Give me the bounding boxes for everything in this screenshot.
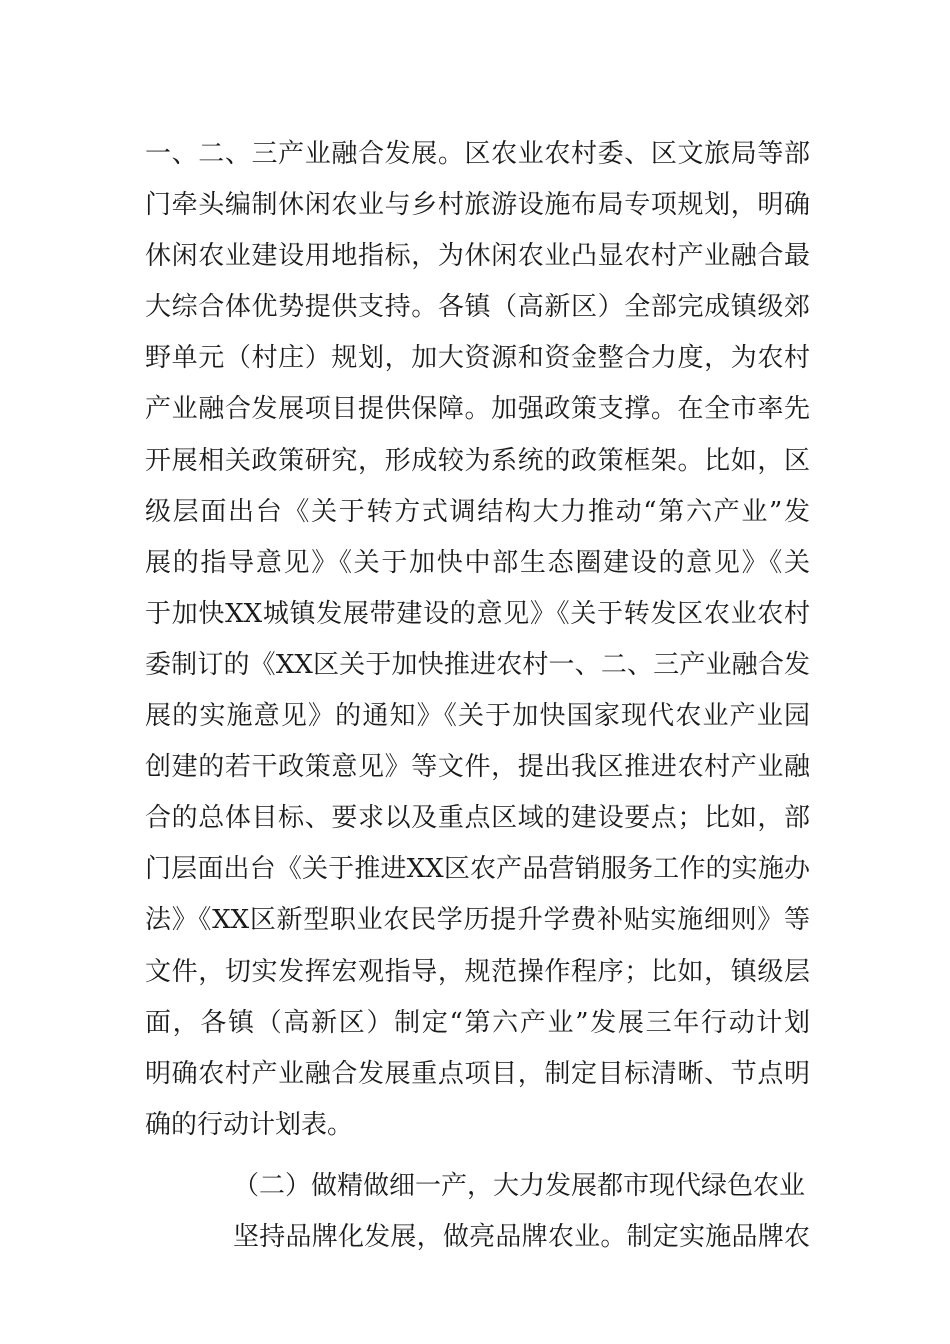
text-line: 合的总体目标、要求以及重点区域的建设要点；比如，部 (145, 803, 810, 834)
text-line: 于加快XX城镇发展带建设的意见》《关于转发区农业农村 (145, 598, 810, 629)
text-line: 门牵头编制休闲农业与乡村旅游设施布局专项规划，明确 (145, 190, 810, 221)
text-line: 文件，切实发挥宏观指导，规范操作程序；比如，镇级层 (145, 956, 810, 987)
text-line: 展的指导意见》《关于加快中部生态圈建设的意见》《关 (145, 547, 810, 578)
text-line: 创建的若干政策意见》等文件，提出我区推进农村产业融 (145, 752, 810, 783)
text-line: 休闲农业建设用地指标，为休闲农业凸显农村产业融合最 (145, 241, 810, 272)
text-line: 门层面出台《关于推进XX区农产品营销服务工作的实施办 (145, 854, 810, 885)
text-line: 级层面出台《关于转方式调结构大力推动“第六产业”发 (145, 496, 810, 527)
text-line: 野单元（村庄）规划，加大资源和资金整合力度，为农村 (145, 343, 810, 374)
text-line: 一、二、三产业融合发展。区农业农村委、区文旅局等部 (145, 139, 810, 169)
paragraph-1 (145, 129, 810, 1151)
document-body (145, 129, 810, 1263)
text-line: 开展相关政策研究，形成较为系统的政策框架。比如，区 (145, 445, 810, 476)
text-line: 展的实施意见》的通知》《关于加快国家现代农业产业园 (145, 701, 810, 732)
text-line: 明确农村产业融合发展重点项目，制定目标清晰、节点明 (145, 1058, 810, 1089)
text-line: 产业融合发展项目提供保障。加强政策支撑。在全市率先 (145, 394, 810, 425)
text-line: 坚持品牌化发展，做亮品牌农业。制定实施品牌农 (233, 1221, 810, 1252)
text-line: 面，各镇（高新区）制定“第六产业”发展三年行动计划 (145, 1007, 810, 1038)
spacer (145, 1151, 810, 1161)
section-heading: （二）做精做细一产，大力发展都市现代绿色农业 (233, 1170, 806, 1201)
text-line: 确的行动计划表。 (145, 1109, 354, 1140)
paragraph-2 (145, 1212, 810, 1263)
text-line: 大综合体优势提供支持。各镇（高新区）全部完成镇级郊 (145, 292, 810, 323)
text-line: 委制订的《XX区关于加快推进农村一、二、三产业融合发 (145, 649, 810, 680)
text-line: 法》《XX区新型职业农民学历提升学费补贴实施细则》等 (145, 905, 810, 936)
